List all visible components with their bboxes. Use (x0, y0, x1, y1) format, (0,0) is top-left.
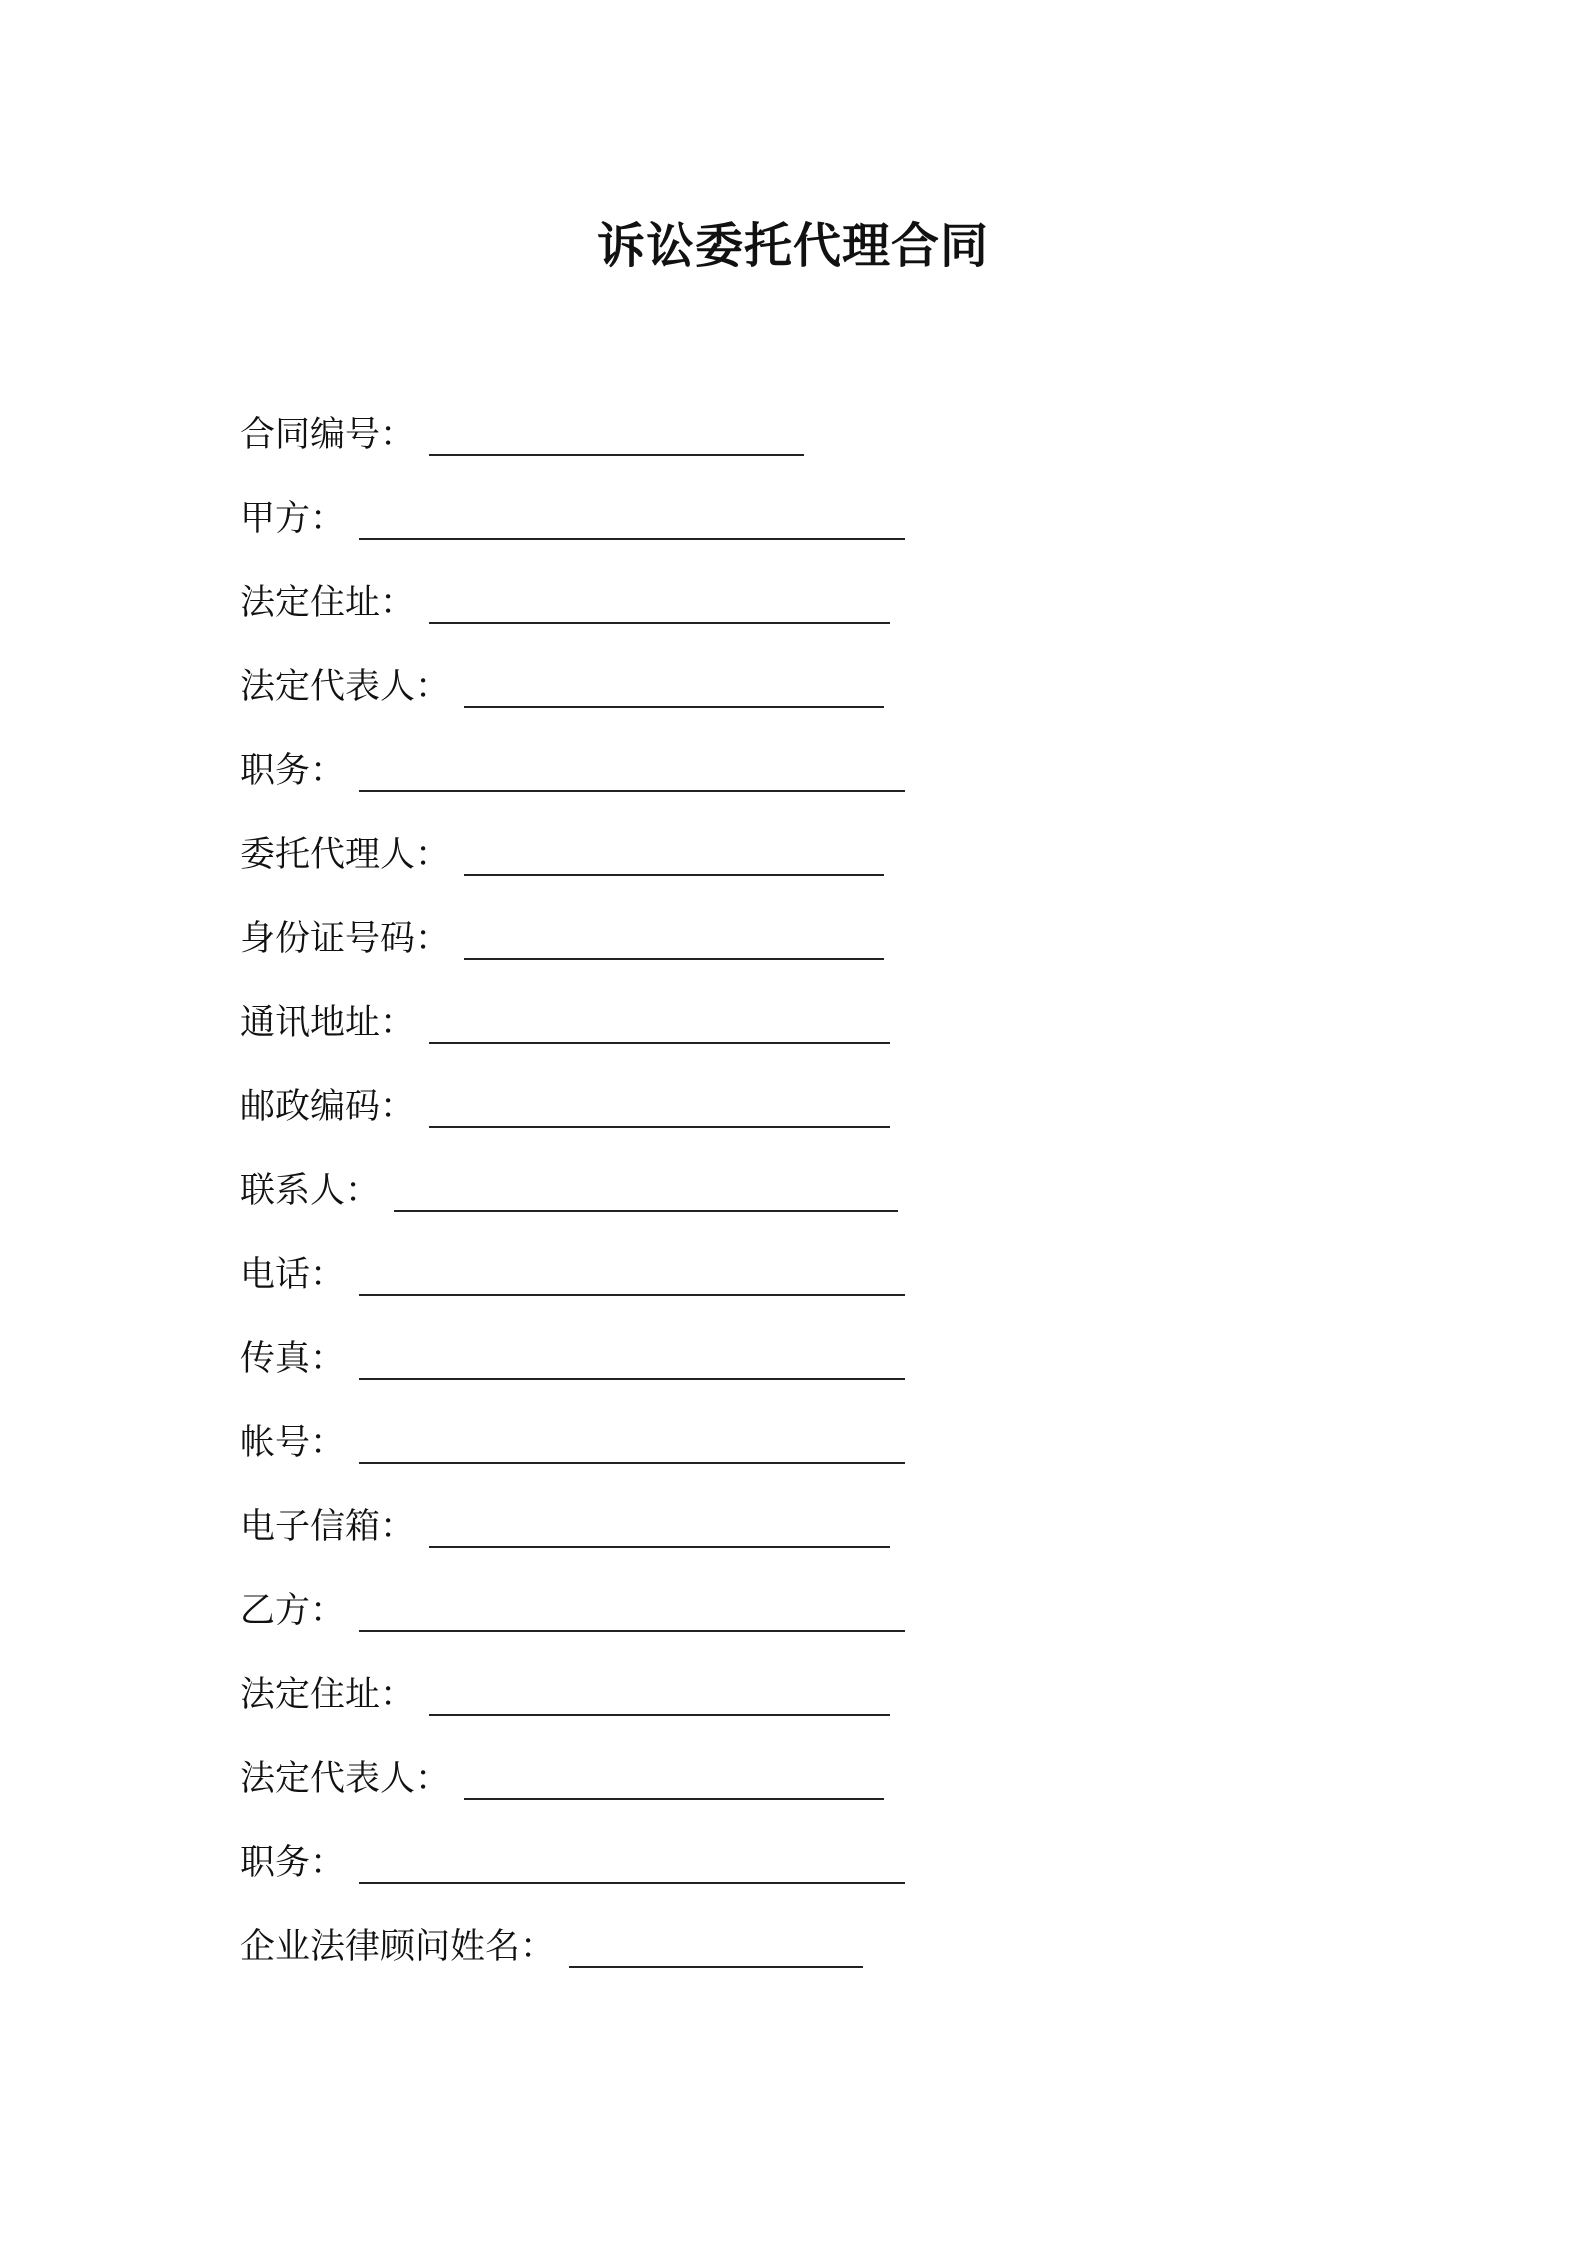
field-legal-counsel-name (240, 1912, 1240, 1996)
field-label: 法定代表人： (240, 1759, 451, 1799)
field-party-a-representative (240, 652, 1240, 736)
field-party-a-address (240, 568, 1240, 652)
blank-line[interactable] (464, 652, 884, 708)
blank-line[interactable] (429, 1660, 890, 1716)
field-label: 法定代表人： (240, 667, 451, 707)
blank-line[interactable] (359, 1408, 905, 1464)
blank-line[interactable] (359, 1324, 905, 1380)
field-account (240, 1408, 1240, 1492)
blank-line[interactable] (429, 568, 890, 624)
blank-line[interactable] (359, 1576, 905, 1632)
blank-line[interactable] (429, 1072, 890, 1128)
blank-line[interactable] (359, 736, 905, 792)
field-party-a-position (240, 736, 1240, 820)
field-label: 邮政编码： (240, 1087, 416, 1127)
field-contract-number (240, 400, 1240, 484)
field-label: 传真： (240, 1339, 346, 1379)
blank-line[interactable] (464, 1744, 884, 1800)
field-mailing-address (240, 988, 1240, 1072)
field-label: 电话： (240, 1255, 346, 1295)
document-title: 诉讼委托代理合同 (596, 218, 989, 274)
field-agent (240, 820, 1240, 904)
field-label: 职务： (240, 1843, 346, 1883)
blank-line[interactable] (359, 1828, 905, 1884)
field-id-number (240, 904, 1240, 988)
blank-line[interactable] (359, 1240, 905, 1296)
field-label: 职务： (240, 751, 346, 791)
blank-line[interactable] (569, 1912, 863, 1968)
blank-line[interactable] (464, 904, 884, 960)
field-label: 企业法律顾问姓名： (240, 1927, 556, 1967)
field-email (240, 1492, 1240, 1576)
form-fields (240, 400, 1240, 1996)
field-label: 甲方： (240, 499, 346, 539)
field-contact-person (240, 1156, 1240, 1240)
field-party-b-representative (240, 1744, 1240, 1828)
field-phone (240, 1240, 1240, 1324)
blank-line[interactable] (429, 400, 804, 456)
blank-line[interactable] (429, 1492, 890, 1548)
blank-line[interactable] (394, 1156, 898, 1212)
blank-line[interactable] (359, 484, 905, 540)
field-label: 乙方： (240, 1591, 346, 1631)
field-label: 法定住址： (240, 583, 416, 623)
blank-line[interactable] (464, 820, 884, 876)
field-postal-code (240, 1072, 1240, 1156)
field-label: 合同编号： (240, 415, 416, 455)
field-label: 帐号： (240, 1423, 346, 1463)
field-label: 电子信箱： (240, 1507, 416, 1547)
field-party-b (240, 1576, 1240, 1660)
field-party-b-address (240, 1660, 1240, 1744)
field-fax (240, 1324, 1240, 1408)
field-label: 身份证号码： (240, 919, 451, 959)
field-party-b-position (240, 1828, 1240, 1912)
blank-line[interactable] (429, 988, 890, 1044)
field-label: 法定住址： (240, 1675, 416, 1715)
field-party-a (240, 484, 1240, 568)
field-label: 委托代理人： (240, 835, 451, 875)
field-label: 联系人： (240, 1171, 381, 1211)
field-label: 通讯地址： (240, 1003, 416, 1043)
